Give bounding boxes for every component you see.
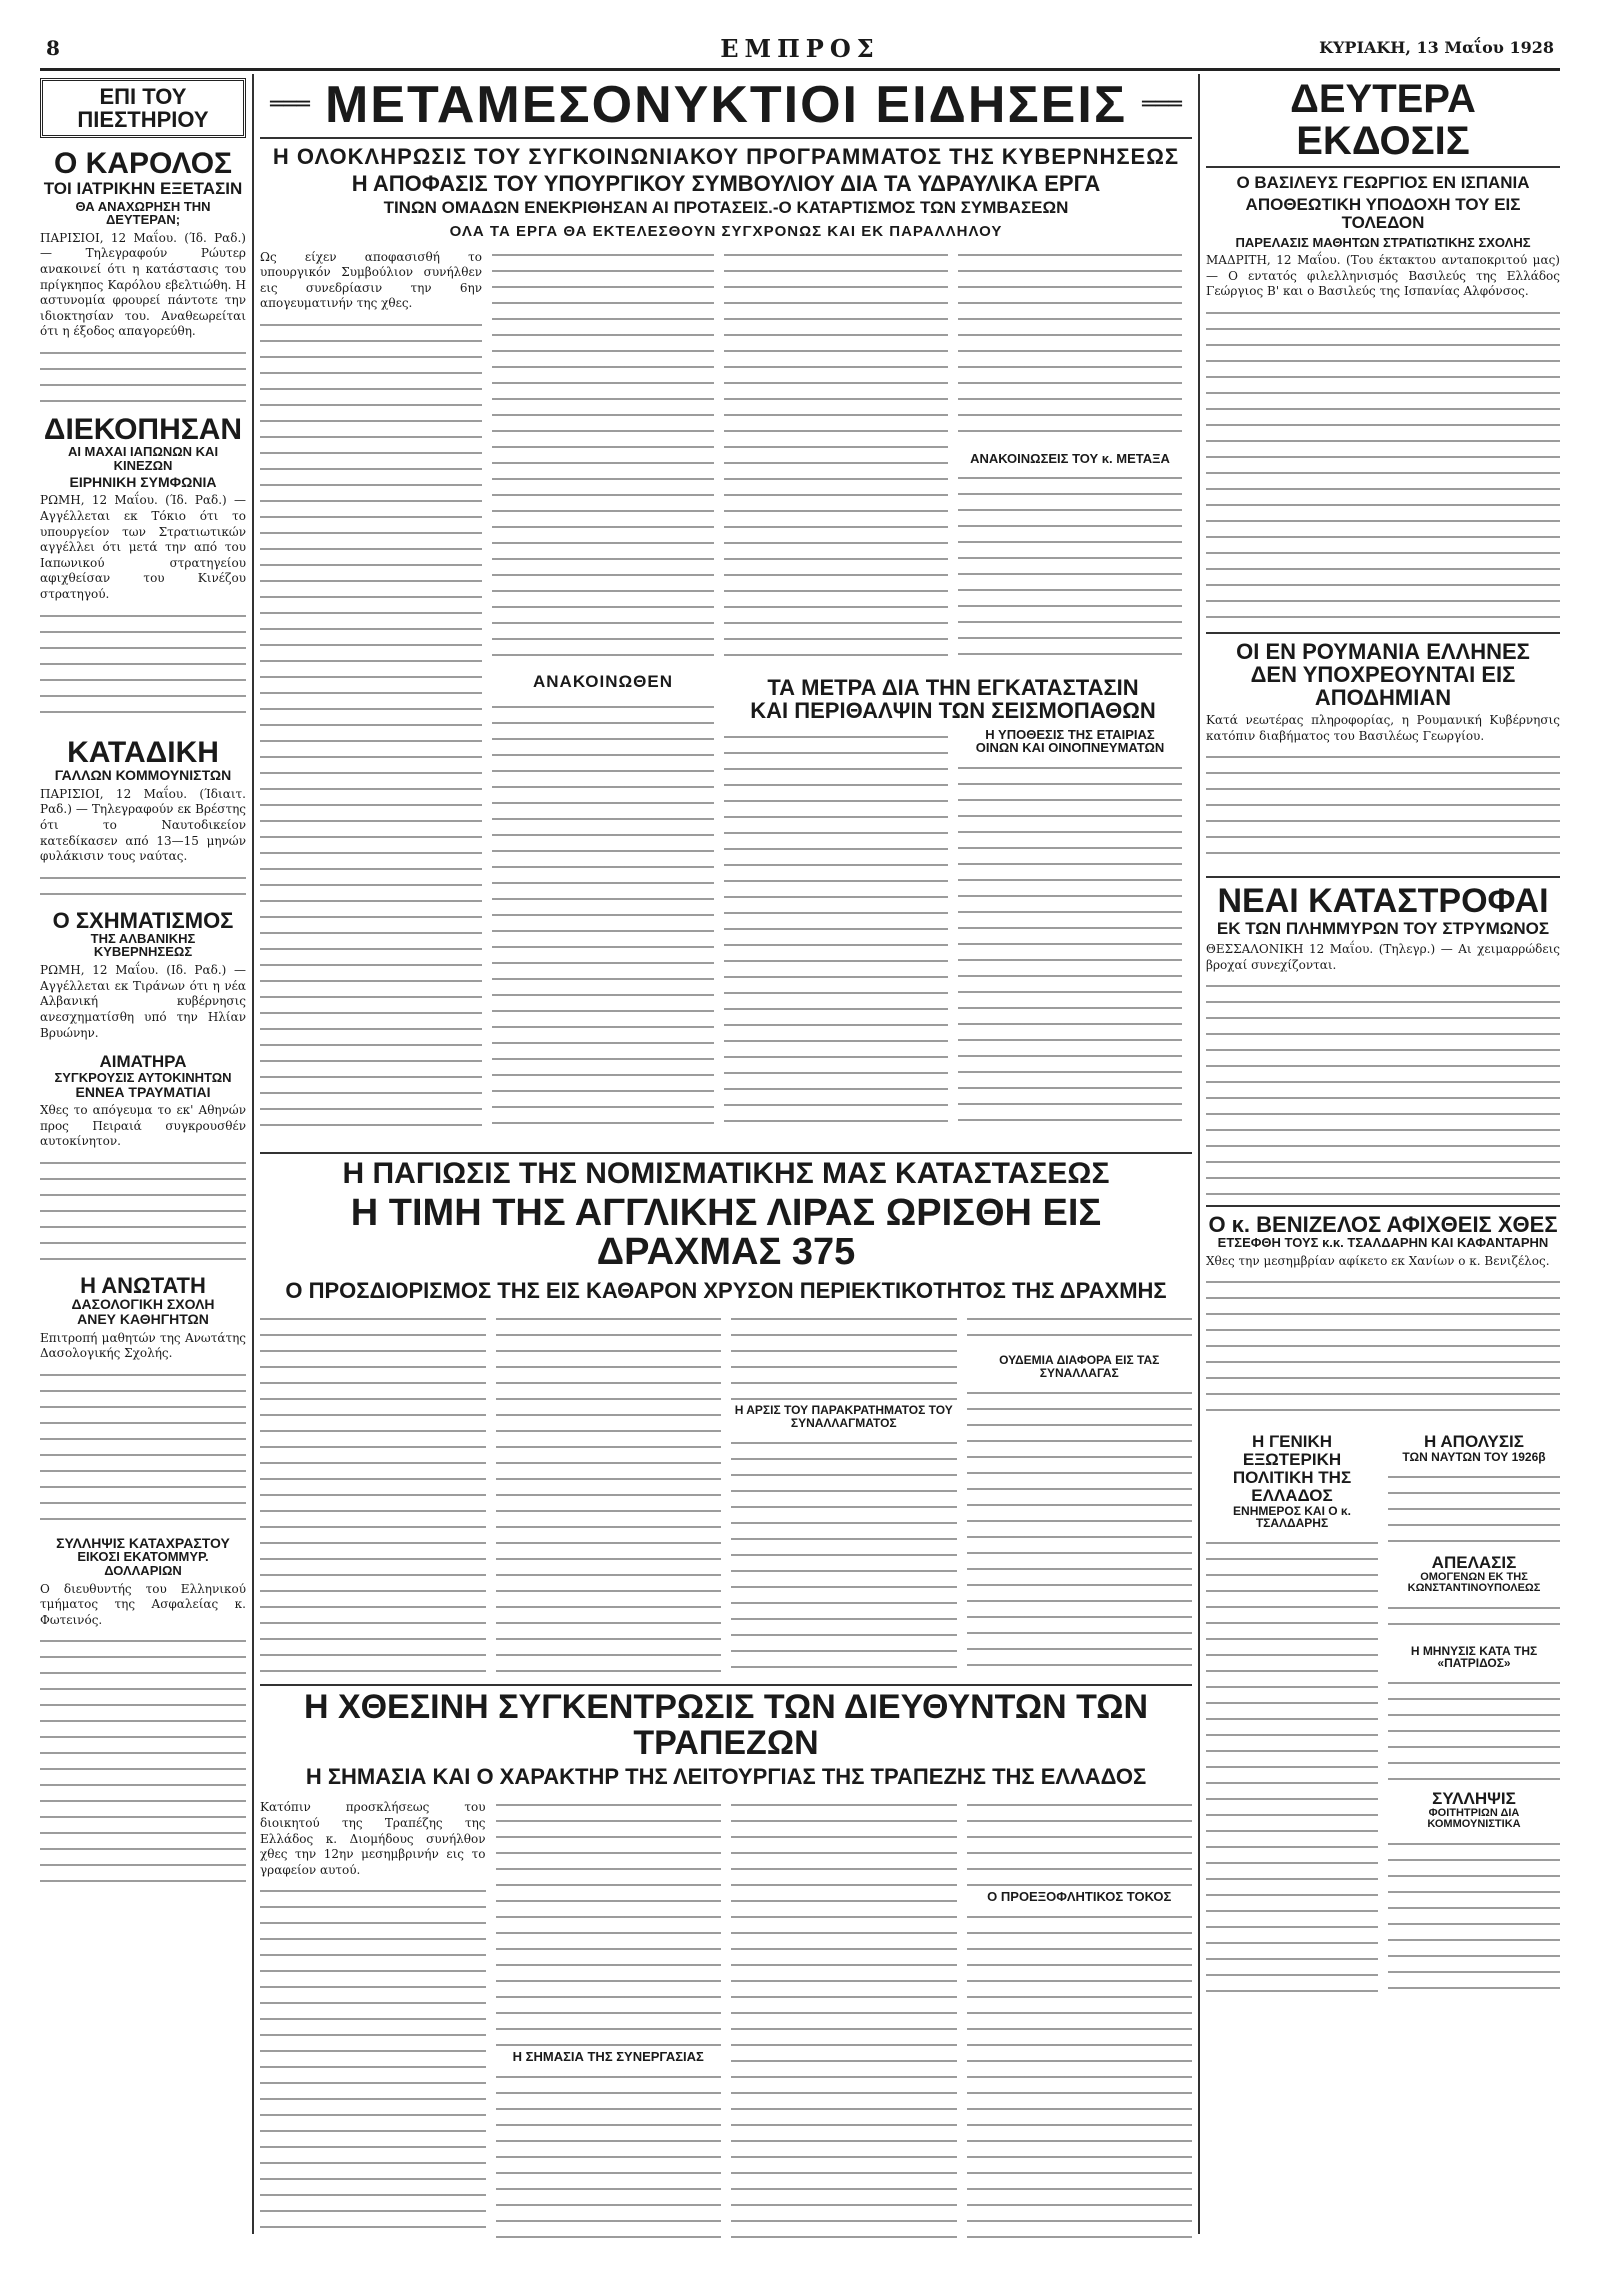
decorative-rule: ═══ — [270, 92, 310, 118]
headline: ΤΑ ΜΕΤΡΑ ΔΙΑ ΤΗΝ ΕΓΚΑΤΑΣΤΑΣΙΝ — [767, 674, 1139, 700]
article-text: Ως είχεν αποφασισθή το υπουργικόν Συμβούλιον συνήλθεν εις συνεδρίασιν την 6ην απογευματινήν της χθες. — [260, 249, 482, 311]
subheadline: Ο ΠΡΟΣΔΙΟΡΙΣΜΟΣ ΤΗΣ ΕΙΣ ΚΑΘΑΡΟΝ ΧΡΥΣΟΝ ΠΕΡΙΕΚΤΙΚΟΤΗΤΟΣ ΤΗΣ ΔΡΑΧΜΗΣ — [285, 1278, 1167, 1304]
center-banks-section — [260, 1690, 1192, 2240]
column-rule — [252, 74, 254, 2234]
subheadline: Η ΣΗΜΑΣΙΑ ΚΑΙ Ο ΧΑΡΑΚΤΗΡ ΤΗΣ ΛΕΙΤΟΥΡΓΙΑΣ ΤΗΣ ΤΡΑΠΕΖΗΣ ΤΗΣ ΕΛΛΑΔΟΣ — [305, 1764, 1147, 1790]
headline: Ο ΒΑΣΙΛΕΥΣ ΓΕΩΡΓΙΟΣ ΕΝ ΙΣΠΑΝΙΑ — [1236, 173, 1530, 192]
headline: Η ΑΝΩΤΑΤΗ — [80, 1273, 206, 1299]
subheadline: ΤΗΣ ΑΛΒΑΝΙΚΗΣ ΚΥΒΕΡΝΗΣΕΩΣ — [90, 930, 196, 960]
subheadline: ΟΙΝΩΝ ΚΑΙ ΟΙΝΟΠΝΕΥΜΑΤΩΝ — [975, 740, 1165, 756]
subheadline: ΑΝΑΚΟΙΝΩΘΕΝ — [532, 671, 674, 691]
headline: ΚΑΤΑΔΙΚΗ — [67, 735, 219, 769]
page-number: 8 — [46, 36, 60, 60]
subheadline: ΘΑ ΑΝΑΧΩΡΗΣΗ ΤΗΝ ΔΕΥΤΕΡΑΝ; — [75, 198, 211, 228]
article-text: Χθες την μεσημβρίαν αφίκετο εκ Χανίων ο κ. Βενιζέλος. — [1206, 1253, 1550, 1268]
headline: Ο ΣΧΗΜΑΤΙΣΜΟΣ — [52, 907, 234, 933]
subheadline: Η ΑΠΟΦΑΣΙΣ ΤΟΥ ΥΠΟΥΡΓΙΚΟΥ ΣΥΜΒΟΥΛΙΟΥ ΔΙΑ ΤΑ ΥΔΡΑΥΛΙΚΑ ΕΡΓΑ — [351, 170, 1101, 196]
headline: ΣΥΛΛΗΨΙΣ — [1432, 1789, 1516, 1809]
headline: Η ΧΘΕΣΙΝΗ ΣΥΓΚΕΝΤΡΩΣΙΣ ΤΩΝ ΔΙΕΥΘΥΝΤΩΝ ΤΩΝ ΤΡΑΠΕΖΩΝ — [303, 1690, 1149, 1762]
headline: ΝΕΑΙ ΚΑΤΑΣΤΡΟΦΑΙ — [1217, 882, 1549, 921]
headline: ΑΙΜΑΤΗΡΑ — [99, 1052, 187, 1072]
headline: ΔΕΥΤΕΡΑ ΕΚΔΟΣΙΣ — [1290, 78, 1476, 163]
subheadline: Η ΑΡΣΙΣ ΤΟΥ ΠΑΡΑΚΡΑΤΗΜΑΤΟΣ ΤΟΥ ΣΥΝΑΛΛΑΓΜΑΤΟΣ — [734, 1403, 953, 1430]
headline: ΕΠΙ ΤΟΥ ΠΙΕΣΤΗΡΙΟΥ — [40, 78, 246, 138]
headline: Η ΑΠΟΛΥΣΙΣ — [1424, 1432, 1524, 1452]
subheadline: ΔΑΣΟΛΟΓΙΚΗ ΣΧΟΛΗ — [71, 1296, 215, 1313]
subheadline: ΤΙΝΩΝ ΟΜΑΔΩΝ ΕΝΕΚΡΙΘΗΣΑΝ ΑΙ ΠΡΟΤΑΣΕΙΣ.-Ο ΚΑΤΑΡΤΙΣΜΟΣ ΤΩΝ ΣΥΜΒΑΣΕΩΝ — [383, 197, 1069, 217]
right-column — [1206, 78, 1560, 2238]
headline: ΑΠΕΛΑΣΙΣ — [1431, 1552, 1517, 1572]
headline: Η ΜΗΝΥΣΙΣ ΚΑΤΑ ΤΗΣ «ΠΑΤΡΙΔΟΣ» — [1410, 1643, 1538, 1671]
headline: ΣΥΛΛΗΨΙΣ ΚΑΤΑΧΡΑΣΤΟΥ — [56, 1534, 230, 1551]
subheadline: ΕΙΚΟΣΙ ΕΚΑΤΟΜΜΥΡ. ΔΟΛΛΑΡΙΩΝ — [77, 1549, 209, 1579]
headline: ΟΙ ΕΝ ΡΟΥΜΑΝΙΑ ΕΛΛΗΝΕΣ — [1236, 638, 1530, 664]
headline: Η ΟΛΟΚΛΗΡΩΣΙΣ ΤΟΥ ΣΥΓΚΟΙΝΩΝΙΑΚΟΥ ΠΡΟΓΡΑΜΜΑΤΟΣ ΤΗΣ ΚΥΒΕΡΝΗΣΕΩΣ — [272, 143, 1180, 169]
subheadline: ΕΤΣΕΦΘΗ ΤΟΥΣ κ.κ. ΤΣΑΛΔΑΡΗΝ ΚΑΙ ΚΑΦΑΝΤΑΡΗΝ — [1217, 1235, 1549, 1251]
article-text: Κατόπιν προσκλήσεως του διοικητού της Τραπέζης της Ελλάδος κ. Διομήδους συνήλθον χθες την 12ην μεσημβρινήν εις το γραφείον αυτού. — [260, 1800, 486, 1877]
masthead — [40, 30, 1560, 71]
subheadline: ΑΝΕΥ ΚΑΘΗΓΗΤΩΝ — [77, 1310, 209, 1327]
subheadline: ΤΟΙ ΙΑΤΡΙΚΗΝ ΕΞΕΤΑΣΙΝ — [43, 178, 243, 198]
article-text: Χθες το απόγευμα το εκ' Αθηνών προς Πειραιά συγκρουσθέν αυτοκίνητον. — [40, 1103, 246, 1149]
headline: ΔΙΕΚΟΠΗΣΑΝ — [43, 412, 243, 446]
article-text: Επιτροπή μαθητών της Ανωτάτης Δασολογικής Σχολής. — [40, 1330, 246, 1361]
subheadline: ΑΠΟΘΕΩΤΙΚΗ ΥΠΟΔΟΧΗ ΤΟΥ ΕΙΣ ΤΟΛΕΔΟΝ — [1245, 194, 1521, 232]
article-text: ΡΩΜΗ, 12 Μαΐου. (Ιδ. Ραδ.) — Αγγέλλεται εκ Τιράνων ότι η νέα Αλβανική κυβέρνησις ανεσχηματίσθη υπό την Ηλίαν Βρυώνην. — [40, 963, 246, 1040]
newspaper-title: ΕΜΠΡΟΣ — [720, 34, 880, 63]
center-currency-section — [260, 1158, 1192, 1680]
subheadline: Η ΣΗΜΑΣΙΑ ΤΗΣ ΣΥΝΕΡΓΑΣΙΑΣ — [512, 2049, 704, 2065]
issue-date: ΚΥΡΙΑΚΗ, 13 Μαΐου 1928 — [1319, 38, 1554, 57]
article-text: Ο διευθυντής του Ελληνικού τμήματος της Ασφαλείας κ. Φωτεινός. — [40, 1581, 246, 1627]
subheadline: ΑΝΑΚΟΙΝΩΣΕΙΣ ΤΟΥ κ. ΜΕΤΑΞΑ — [970, 450, 1170, 466]
subheadline: ΟΜΟΓΕΝΩΝ ΕΚ ΤΗΣ ΚΩΝΣΤΑΝΤΙΝΟΥΠΟΛΕΩΣ — [1407, 1570, 1541, 1595]
headline: ΚΑΙ ΠΕΡΙΘΑΛΨΙΝ ΤΩΝ ΣΕΙΣΜΟΠΑΘΩΝ — [750, 697, 1156, 723]
column-rule — [1198, 74, 1200, 2234]
subheadline: ΔΕΝ ΥΠΟΧΡΕΟΥΝΤΑΙ ΕΙΣ ΑΠΟΔΗΜΙΑΝ — [1250, 662, 1516, 711]
article-text: Κατά νεωτέρας πληροφορίας, η Ρουμανική Κυβέρνησις κατόπιν διαβήματος του Βασιλέως Γεωργίου. — [1206, 713, 1560, 743]
headline: Η ΠΑΓΙΩΣΙΣ ΤΗΣ ΝΟΜΙΣΜΑΤΙΚΗΣ ΜΑΣ ΚΑΤΑΣΤΑΣΕΩΣ — [342, 1158, 1110, 1190]
subheadline: ΕΚ ΤΩΝ ΠΛΗΜΜΥΡΩΝ ΤΟΥ ΣΤΡΥΜΩΝΟΣ — [1216, 919, 1550, 939]
headline: ΠΟΛΙΤΙΚΗ ΤΗΣ ΕΛΛΑΔΟΣ — [1232, 1468, 1352, 1505]
article-text: ΠΑΡΙΣΙΟΙ, 12 Μαΐου. (Ίδ. Ραδ.) — Τηλεγραφούν Ρώυτερ ανακοινεί ότι η κατάστασις του πρίγκηπος Καρόλου εβελτιώθη. Η αστυνομία φρουρεί πάντοτε την ιδιοκτησίαν του. Αναθεωρείται ότι η έξοδος απαγορεύθη. — [40, 230, 246, 339]
newspaper-page — [40, 30, 1560, 2240]
article-text: ΡΩΜΗ, 12 Μαΐου. (Ίδ. Ραδ.) — Αγγέλλεται εκ Τόκιο ότι το υπουργείον των Στρατιωτικών αγγέλλει ότι μετά την από του Ιαπωνικού στρατηγείου αφιχθείσαν του Κινέζου στρατηγού. — [40, 493, 246, 601]
headline: Η ΓΕΝΙΚΗ ΕΞΩΤΕΡΙΚΗ — [1242, 1432, 1342, 1470]
subheadline: ΕΙΡΗΝΙΚΗ ΣΥΜΦΩΝΙΑ — [69, 473, 217, 490]
subheadline: ΕΝΗΜΕΡΟΣ ΚΑΙ Ο κ. ΤΣΑΛΔΑΡΗΣ — [1233, 1503, 1351, 1531]
subheadline: ΤΩΝ ΝΑΥΤΩΝ ΤΟΥ 1926β — [1402, 1450, 1546, 1465]
headline: Ο ΚΑΡΟΛΟΣ — [53, 147, 233, 181]
subheadline: ΣΥΓΚΡΟΥΣΙΣ ΑΥΤΟΚΙΝΗΤΩΝ — [54, 1069, 232, 1085]
subheadline: ΟΛΑ ΤΑ ΕΡΓΑ ΘΑ ΕΚΤΕΛΕΣΘΟΥΝ ΣΥΓΧΡΟΝΩΣ ΚΑΙ ΕΚ ΠΑΡΑΛΛΗΛΟΥ — [449, 222, 1003, 240]
subheadline: Ο ΠΡΟΕΞΟΦΛΗΤΙΚΟΣ ΤΟΚΟΣ — [987, 1889, 1172, 1905]
article-text: ΘΕΣΣΑΛΟΝΙΚΗ 12 Μαΐου. (Τηλεγρ.) — Αι χειμαρρώδεις βροχαί συνεχίζονται. — [1206, 941, 1560, 972]
subheadline: ΓΑΛΛΩΝ ΚΟΜΜΟΥΝΙΣΤΩΝ — [54, 767, 232, 784]
headline: Ο κ. ΒΕΝΙΖΕΛΟΣ ΑΦΙΧΘΕΙΣ ΧΘΕΣ — [1208, 1212, 1558, 1238]
decorative-rule: ═══ — [1142, 92, 1182, 118]
subheadline: ΟΥΔΕΜΙΑ ΔΙΑΦΟΡΑ ΕΙΣ ΤΑΣ ΣΥΝΑΛΛΑΓΑΣ — [999, 1353, 1160, 1380]
center-top-section — [260, 78, 1192, 1148]
subheadline: ΑΙ ΜΑΧΑΙ ΙΑΠΩΝΩΝ ΚΑΙ ΚΙΝΕΖΩΝ — [67, 444, 219, 474]
left-column — [40, 78, 246, 2238]
subheadline: Η ΥΠΟΘΕΣΙΣ ΤΗΣ ΕΤΑΙΡΙΑΣ — [985, 726, 1155, 742]
article-text: ΜΑΔΡΙΤΗ, 12 Μαΐου. (Του έκτακτου ανταποκριτού μας) — Ο εντατός φιλελληνισμός Βασιλεύς της Ελλάδος Γεώργιος Β' και ο Βασιλεύς της Ισπανίας Αλφόνσος. — [1206, 253, 1560, 299]
headline: ΜΕΤΑΜΕΣΟΝΥΚΤΙΟΙ ΕΙΔΗΣΕΙΣ — [324, 78, 1128, 134]
article-text: ΠΑΡΙΣΙΟΙ, 12 Μαΐου. (Ίδιαιτ. Ραδ.) — Τηλεγραφούν εκ Βρέστης ότι το Ναυτοδικείον κατεδίκασεν από 13—15 μηνών φυλάκισιν τους ναύτας. — [40, 786, 246, 864]
subheadline: ΕΝΝΕΑ ΤΡΑΥΜΑΤΙΑΙ — [75, 1083, 211, 1100]
subheadline: ΦΟΙΤΗΤΡΙΩΝ ΔΙΑ ΚΟΜΜΟΥΝΙΣΤΙΚΑ — [1427, 1806, 1521, 1831]
subheadline: ΠΑΡΕΛΑΣΙΣ ΜΑΘΗΤΩΝ ΣΤΡΑΤΙΩΤΙΚΗΣ ΣΧΟΛΗΣ — [1235, 234, 1531, 250]
headline: Η ΤΙΜΗ ΤΗΣ ΑΓΓΛΙΚΗΣ ΛΙΡΑΣ ΩΡΙΣΘΗ ΕΙΣ ΔΡΑΧΜΑΣ 375 — [350, 1191, 1102, 1274]
